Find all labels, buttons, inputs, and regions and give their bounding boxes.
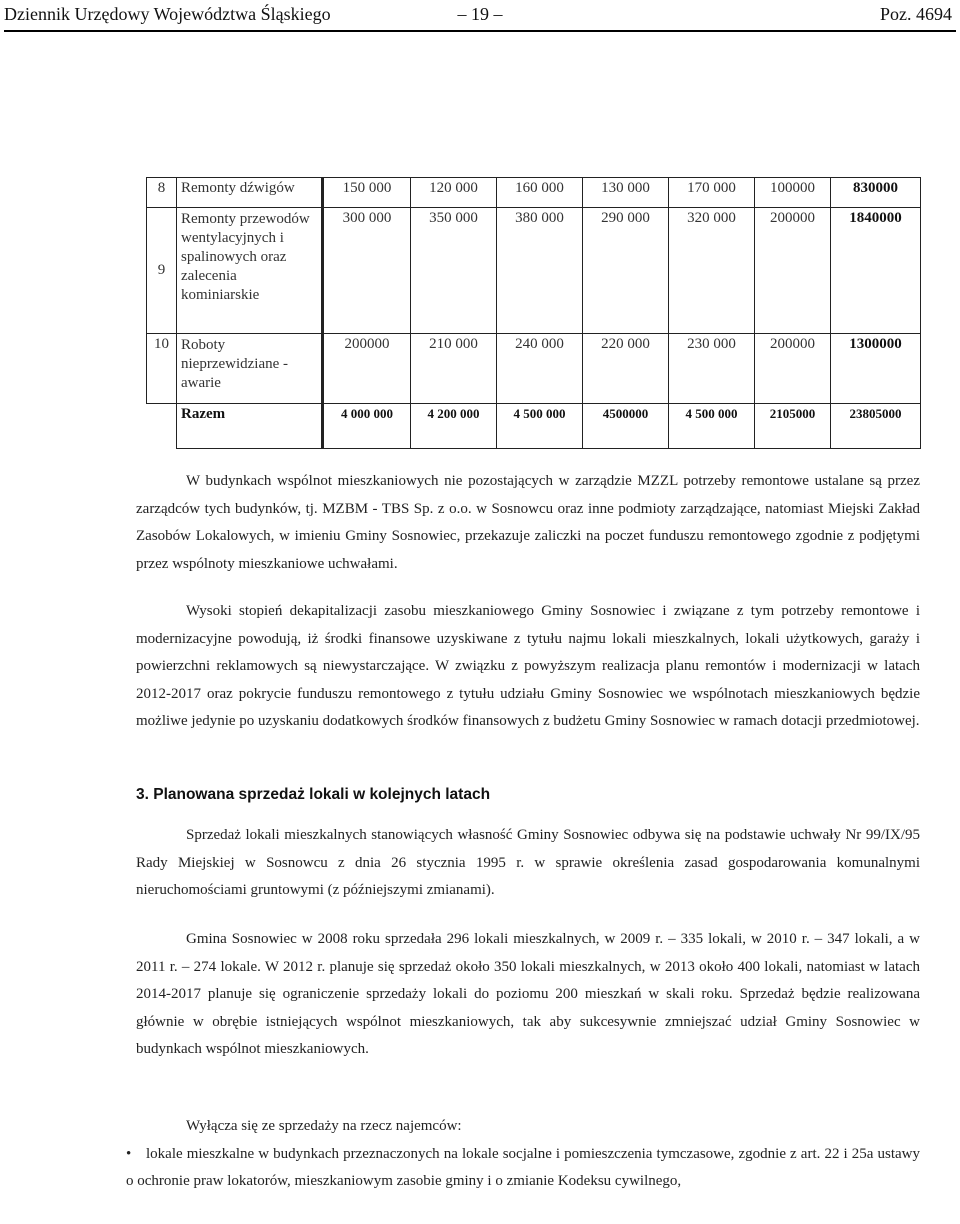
row-name: Remonty dźwigów [177, 178, 323, 208]
paragraph-sale-stats: Gmina Sosnowiec w 2008 roku sprzedała 296 lokali mieszkalnych, w 2009 r. – 335 lokali, w 2010 r. – 347 lokali, a w 2011 r. – 274 lokale. W 2012 r. planuje się sprzedaż około 350 lokali mieszkalnych, w 2013 około 400 lokali, natomiast w latach 2014-2017 planuje się ograniczenie sprzedaży lokali do poziomu 200 mieszkań w skali roku. Sprzedaż będzie realizowana głównie w obrębie istniejących wspólnot mieszkaniowych, tak aby sukcesywnie zmniejszać udział Gminy Sosnowiec w budynkach wspólnot mieszkaniowych. [136, 931, 920, 1057]
row-value: 130 000 [583, 178, 669, 208]
row-value: 290 000 [583, 208, 669, 334]
sum-value: 4500000 [583, 404, 669, 449]
sum-value: 4 000 000 [323, 404, 411, 449]
row-total: 1840000 [831, 208, 921, 334]
sum-value: 4 500 000 [497, 404, 583, 449]
page-header [4, 0, 956, 32]
table-row [147, 334, 921, 404]
row-value: 220 000 [583, 334, 669, 404]
row-value: 350 000 [411, 208, 497, 334]
sum-value: 4 200 000 [411, 404, 497, 449]
row-lp: 9 [147, 208, 177, 334]
row-value: 320 000 [669, 208, 755, 334]
row-total: 1300000 [831, 334, 921, 404]
table-row [147, 178, 921, 208]
sum-value: 4 500 000 [669, 404, 755, 449]
bullet-icon: • [126, 1146, 132, 1162]
row-value: 380 000 [497, 208, 583, 334]
row-value: 170 000 [669, 178, 755, 208]
row-value: 150 000 [323, 178, 411, 208]
sum-row [147, 404, 921, 449]
sum-label: Razem [177, 404, 323, 449]
renovation-budget-table [146, 177, 921, 449]
row-name: Roboty nieprzewidziane - awarie [177, 334, 323, 404]
sum-total: 23805000 [831, 404, 921, 449]
paragraph-decapitalization: Wysoki stopień dekapitalizacji zasobu mieszkaniowego Gminy Sosnowiec i związane z tym potrzeby remontowe i modernizacyjne powodują, iż środki finansowe uzyskiwane z tytułu najmu lokali mieszkalnych, lokali użytkowych, garaży i powierzchni reklamowych są niewystarczające. W związku z powyższym realizacja planu remontów i modernizacji w latach 2012-2017 oraz pokrycie funduszu remontowego z tytułu udziału Gminy Sosnowiec we wspólnotach mieszkaniowych będzie możliwe jedynie po uzyskaniu dodatkowych środków finansowych z budżetu Gminy Sosnowiec w ramach dotacji przedmiotowej. [136, 603, 920, 729]
row-value: 120 000 [411, 178, 497, 208]
paragraph-sale-basis: Sprzedaż lokali mieszkalnych stanowiących własność Gminy Sosnowiec odbywa się na podstawie uchwały Nr 99/IX/95 Rady Miejskiej w Sosnowcu z dnia 26 stycznia 1995 r. w sprawie określenia zasad gospodarowania komunalnymi nieruchomościami gruntowymi (z późniejszymi zmianami). [136, 827, 920, 898]
list-item-text: lokale mieszkalne w budynkach przeznaczonych na lokale socjalne i pomieszczenia tymczasowe, zgodnie z art. 22 i 25a ustawy o ochronie praw lokatorów, mieszkaniowym zasobie gminy i o zmianie Kodeksu cywilnego, [126, 1146, 920, 1189]
row-total: 830000 [831, 178, 921, 208]
row-value: 300 000 [323, 208, 411, 334]
table-row [147, 208, 921, 334]
row-value: 200000 [755, 334, 831, 404]
position-number: Poz. 4694 [880, 4, 952, 24]
row-value: 200000 [755, 208, 831, 334]
sum-value: 2105000 [755, 404, 831, 449]
list-item [126, 1141, 920, 1195]
journal-title: Dziennik Urzędowy Województwa Śląskiego [4, 4, 331, 24]
paragraph-exclusions: Wyłącza się ze sprzedaży na rzecz najemców: [186, 1118, 462, 1134]
page-number: – 19 – [457, 4, 503, 24]
row-value: 240 000 [497, 334, 583, 404]
row-value: 200000 [323, 334, 411, 404]
row-value: 160 000 [497, 178, 583, 208]
section-heading: 3. Planowana sprzedaż lokali w kolejnych latach [136, 786, 491, 803]
paragraph-communities: W budynkach wspólnot mieszkaniowych nie pozostających w zarządzie MZZL potrzeby remontowe ustalane są przez zarządców tych budynków, tj. MZBM - TBS Sp. z o.o. w Sosnowcu oraz inne podmioty zarządzające, natomiast Miejski Zakład Zasobów Lokalowych, w imieniu Gminy Sosnowiec, przekazuje zaliczki na poczet funduszu remontowego zgodnie z podjętymi przez wspólnoty mieszkaniowe uchwałami. [136, 473, 920, 572]
row-value: 230 000 [669, 334, 755, 404]
row-lp: 8 [147, 178, 177, 208]
row-name: Remonty przewodów wentylacyjnych i spalinowych oraz zalecenia kominiarskie [177, 208, 323, 334]
row-value: 100000 [755, 178, 831, 208]
row-lp: 10 [147, 334, 177, 404]
row-value: 210 000 [411, 334, 497, 404]
